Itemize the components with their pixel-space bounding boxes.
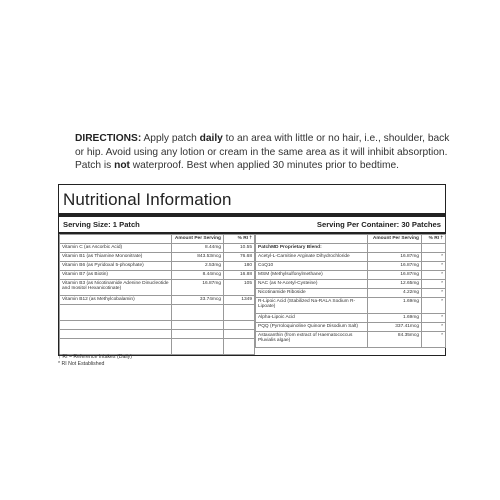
table-row-empty (60, 330, 255, 339)
nutrient-ri: 76.68 (224, 253, 255, 262)
nutrient-amount: 4.22mg (368, 289, 422, 298)
nutrient-name: Vitamin B12 (as Methylcobalamin) (60, 296, 172, 305)
table-row (256, 262, 446, 271)
nutrient-name: Astaxanthin (from extract of Haematococcus Pluvialis algae) (256, 332, 368, 348)
table-row-empty (60, 321, 255, 330)
table-header-cell: % RI † (422, 235, 446, 244)
nutrient-ri: * (422, 332, 446, 348)
nutrient-name: NAC (as N-Acetyl-Cysteine) (256, 280, 368, 289)
directions-part1: Apply patch (143, 133, 197, 144)
table-header-row (256, 235, 446, 244)
table-row (60, 262, 255, 271)
serving-row (59, 217, 445, 234)
panel-title: Nutritional Information (59, 185, 445, 217)
nutrient-ri: * (422, 289, 446, 298)
blend-heading: PatchMD Proprietary Blend: (256, 244, 368, 253)
nutrition-panel (58, 184, 446, 356)
nutrient-amount: 84.35mcg (368, 332, 422, 348)
table-row (256, 298, 446, 314)
nutrient-amount: 12.65mg (368, 280, 422, 289)
nutrient-amount: 1.69mg (368, 314, 422, 323)
table-row (60, 296, 255, 305)
tables-container (59, 234, 445, 355)
footnote-ri: † RI = Reference Intakes (Daily) (58, 354, 132, 360)
table-row (256, 332, 446, 348)
nutrient-name: Acetyl-L-Carnitine Arginate Dihydrochloride (256, 253, 368, 262)
nutrient-ri: * (422, 280, 446, 289)
blend-table (255, 234, 446, 348)
table-row (256, 253, 446, 262)
nutrient-amount: 8.44mg (172, 244, 224, 253)
table-row (256, 314, 446, 323)
nutrient-name: R-Lipoic Acid (Stabilized Na-RALA Sodium R-Lipoate) (256, 298, 368, 314)
nutrient-ri: * (422, 298, 446, 314)
nutrient-amount: 16.87mg (368, 262, 422, 271)
directions-bold1: daily (199, 133, 223, 144)
table-row (256, 280, 446, 289)
nutrient-ri: * (422, 253, 446, 262)
vitamins-table (59, 234, 255, 355)
table-header-cell: Amount Per Serving (172, 235, 224, 244)
nutrient-amount: 16.87mg (172, 280, 224, 296)
nutrient-ri: * (422, 323, 446, 332)
nutrient-amount: 337.41mcg (368, 323, 422, 332)
table-row (256, 289, 446, 298)
table-row (60, 280, 255, 296)
footnote-not-established: * RI Not Established (58, 361, 105, 367)
table-row-empty (60, 339, 255, 355)
servings-per-container: Serving Per Container: 30 Patches (316, 220, 441, 229)
serving-size: Serving Size: 1 Patch (63, 220, 140, 229)
table-row (60, 271, 255, 280)
nutrient-name: Vitamin B6 (as Pyridoxal 5-phosphate) (60, 262, 172, 271)
nutrient-name: CoQ10 (256, 262, 368, 271)
nutrient-amount: 1.69mg (368, 298, 422, 314)
nutrient-name: Vitamin C (as Ascorbic Acid) (60, 244, 172, 253)
nutrient-name: Vitamin B3 (as Nicotinamide Adenine Dinucleotide and Inositol Hexanicotinate) (60, 280, 172, 296)
nutrient-name: Vitamin B1 (as Thiamine Mononitrate) (60, 253, 172, 262)
nutrient-amount (368, 244, 422, 253)
directions-bold2: not (114, 160, 130, 171)
table-header-cell: Amount Per Serving (368, 235, 422, 244)
nutrient-ri: 16.88 (224, 271, 255, 280)
nutrient-ri: 105 (224, 280, 255, 296)
table-row (256, 244, 446, 253)
nutrient-name: Nicotinamide Riboside (256, 289, 368, 298)
directions-label: DIRECTIONS: (75, 133, 142, 144)
table-header-row (60, 235, 255, 244)
nutrient-ri: * (422, 262, 446, 271)
table-header-cell (60, 235, 172, 244)
nutrient-amount: 843.53mcg (172, 253, 224, 262)
footnotes (58, 354, 132, 368)
table-row (256, 271, 446, 280)
table-row-empty (60, 305, 255, 321)
table-header-cell: % RI † (224, 235, 255, 244)
nutrient-name: Alpha-Lipoic Acid (256, 314, 368, 323)
nutrient-name: PQQ (Pyrroloquinoline Quinone Disodium Salt) (256, 323, 368, 332)
nutrient-amount: 16.87mg (368, 253, 422, 262)
nutrient-ri: 10.55 (224, 244, 255, 253)
directions-part2: to an area with little or no hair, i.e., shoulder, back or hip. Avoid using any lotion or cream in the same area as it will inhibit absorption. Patch is (75, 133, 450, 171)
nutrient-ri: 1349 (224, 296, 255, 305)
nutrient-amount: 16.87mg (368, 271, 422, 280)
nutrient-amount: 2.53mg (172, 262, 224, 271)
nutrient-ri: * (422, 271, 446, 280)
table-row (256, 323, 446, 332)
nutrient-name: MSM (Methylsulfonylmethane) (256, 271, 368, 280)
table-row (60, 253, 255, 262)
nutrient-ri: 180 (224, 262, 255, 271)
nutrient-ri (422, 244, 446, 253)
nutrient-name: Vitamin B7 (as Biotin) (60, 271, 172, 280)
nutrient-amount: 33.74mcg (172, 296, 224, 305)
nutrient-amount: 8.44mcg (172, 271, 224, 280)
nutrient-ri: * (422, 314, 446, 323)
directions-part3: waterproof. Best when applied 30 minutes prior to bedtime. (132, 160, 399, 171)
directions-text (75, 132, 460, 173)
table-header-cell (256, 235, 368, 244)
table-row (60, 244, 255, 253)
